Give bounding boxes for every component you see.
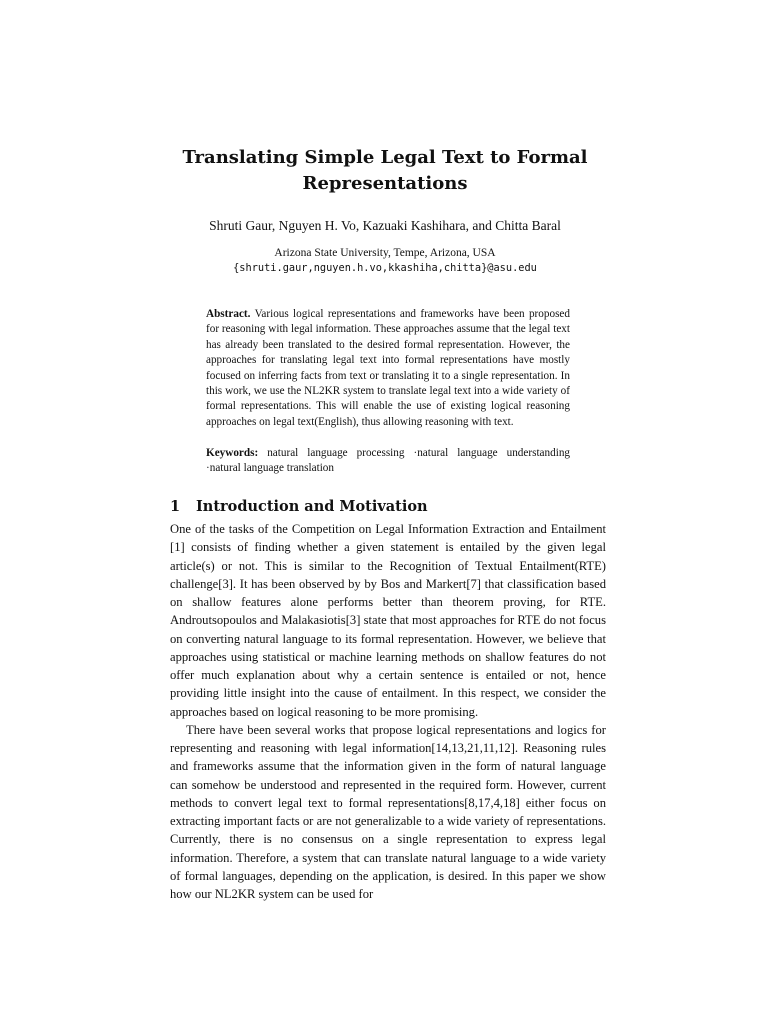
affiliation-block: [0, 246, 770, 276]
keywords-text: natural language processing ·natural language understanding ·natural language translation: [206, 447, 571, 475]
abstract-text: Various logical representations and frameworks have been proposed for reasoning with legal information. These approaches assume that the legal text has already been translated to the desired formal representation. However, the approaches for translating legal text into formal representations have mostly focused on inferring facts from text or translating it to a single representation. In this work, we use the NL2KR system to translate legal text into a wide variety of formal representations. This will enable the use of existing logical reasoning approaches on legal text(English), thus allowing reasoning with text.: [206, 308, 570, 428]
title-line-1: Translating Simple Legal Text to Formal: [182, 147, 588, 168]
author-emails: {shruti.gaur,nguyen.h.vo,kkashiha,chitta}@asu.edu: [233, 262, 537, 274]
author-list: Shruti Gaur, Nguyen H. Vo, Kazuaki Kashihara, and Chitta Baral: [209, 218, 561, 233]
affiliation: Arizona State University, Tempe, Arizona, USA: [274, 247, 496, 259]
paragraph-1: One of the tasks of the Competition on Legal Information Extraction and Entailment [1] consists of finding whether a given statement is entailed by the given legal article(s) or not. This is similar to the Recognition of Textual Entailment(RTE) challenge[3]. It has been observed by by Bos and Markert[7] that classification based on shallow features alone performs better than theorem proving, for RTE. Androutsopoulos and Malakasiotis[3] state that most approaches for RTE do not focus on converting natural language to its formal representation. However, we believe that approaches using statistical or machine learning methods on shallow features do not offer much explanation about why a certain sentence is entailed or not, hence providing little insight into the cause of entailment. In this respect, we consider the approaches based on logical reasoning to be more promising.: [170, 522, 606, 719]
section-number: 1: [170, 498, 181, 515]
paper-title: [0, 145, 770, 197]
section-title: Introduction and Motivation: [196, 498, 428, 515]
paragraph-2: There have been several works that propose logical representations and logics for representing and reasoning with legal information[14,13,21,11,12]. Reasoning rules and frameworks assume that the information given in the form of natural language can somehow be understood and represented in the required form. However, current methods to convert legal text to formal representations[8,17,4,18] either focus on extracting important facts or are not generalizable to a wide variety of representations. Currently, there is no consensus on a single representation to express legal information. Therefore, a system that can translate natural language to a wide variety of formal languages, depending on the application, is desired. In this paper we show how our NL2KR system can be used for: [170, 722, 606, 901]
abstract: [206, 307, 570, 430]
title-line-2: Representations: [302, 173, 468, 194]
section-heading: [170, 498, 610, 515]
section-body: [170, 520, 606, 903]
abstract-label: Abstract.: [206, 308, 251, 320]
keywords: [206, 446, 570, 477]
keywords-label: Keywords:: [206, 447, 259, 459]
